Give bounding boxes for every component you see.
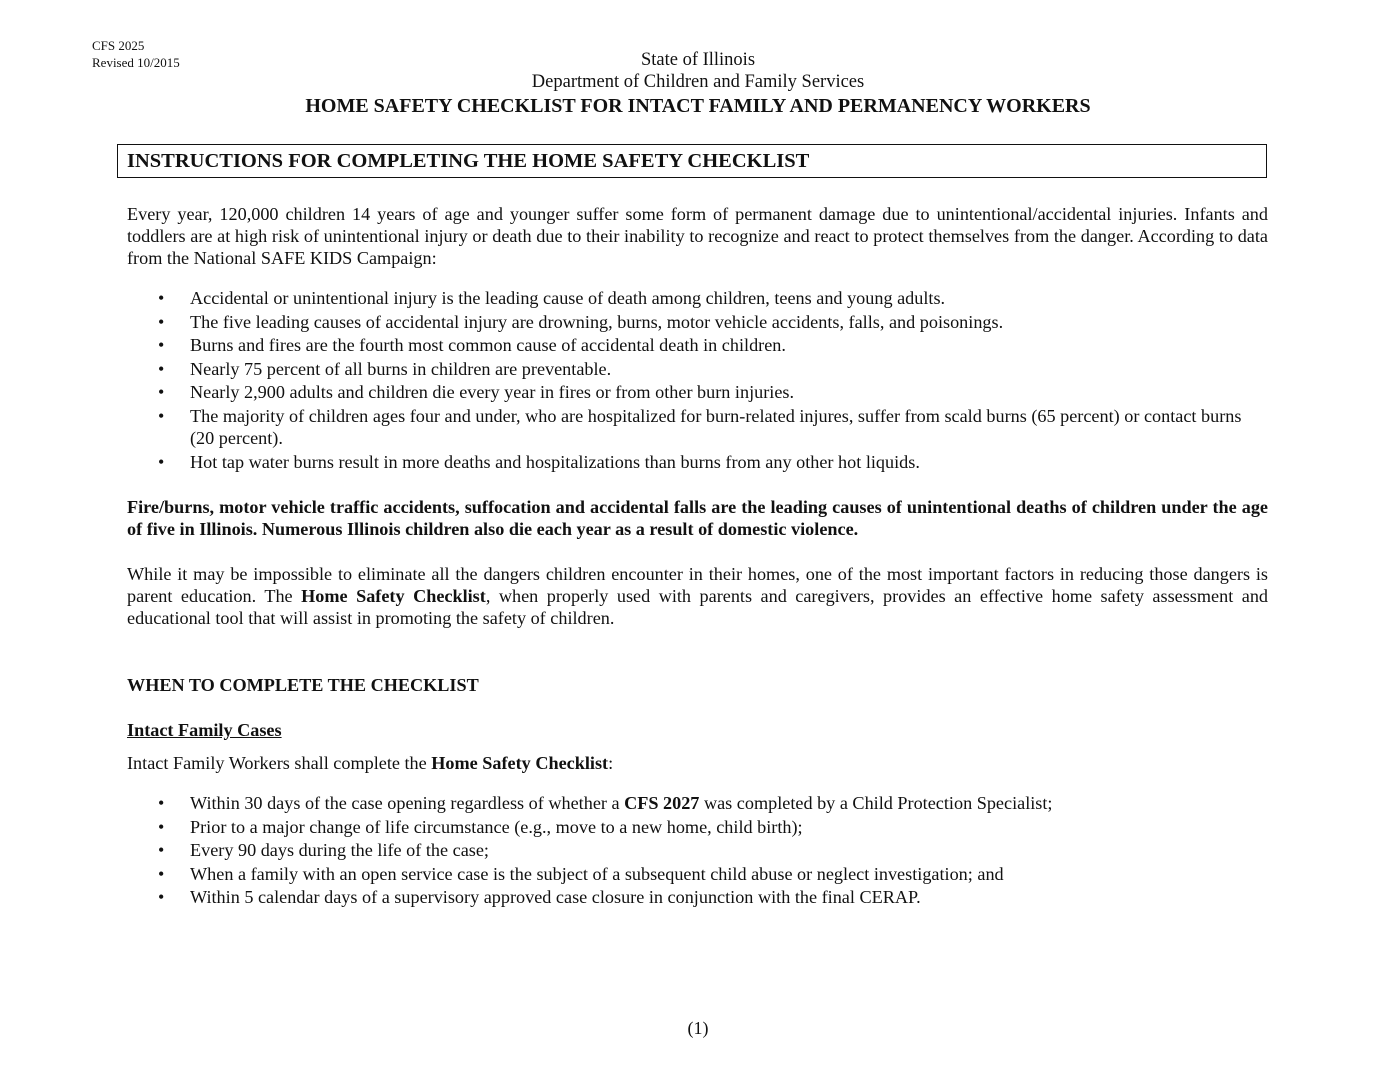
department-name: Department of Children and Family Services <box>531 72 865 92</box>
text: Within 30 days of the case opening regardless of whether a <box>190 793 625 813</box>
instructions-heading: INSTRUCTIONS FOR COMPLETING THE HOME SAFETY CHECKLIST <box>117 144 1267 178</box>
text: Intact Family Workers shall complete the <box>127 753 432 773</box>
list-item: • Nearly 2,900 adults and children die every year in fires or from other burn injuries. <box>127 381 1268 403</box>
checklist-name: Home Safety Checklist <box>301 586 486 606</box>
document-title: HOME SAFETY CHECKLIST FOR INTACT FAMILY AND PERMANENCY WORKERS <box>305 95 1091 117</box>
list-item: • Within 5 calendar days of a supervisory approved case closure in conjunction with the final CERAP. <box>127 886 1268 908</box>
list-item: • Nearly 75 percent of all burns in children are preventable. <box>127 358 1268 380</box>
text: While it may be impossible to eliminate all the dangers children encounter in their homes, one of the most important factors in reducing those dangers is parent education. The <box>127 564 1268 606</box>
bold-statement: Fire/burns, motor vehicle traffic accidents, suffocation and accidental falls are the leading causes of unintentional deaths of children under the age of five in Illinois. Numerous Illinois children also die each year as a result of domestic violence. <box>127 497 1268 539</box>
when-heading: WHEN TO COMPLETE THE CHECKLIST <box>127 675 479 695</box>
when-list <box>127 792 1268 910</box>
education-paragraph <box>127 563 1268 629</box>
list-item: • Every 90 days during the life of the case; <box>127 839 1268 861</box>
list-item: • Burns and fires are the fourth most common cause of accidental death in children. <box>127 334 1268 356</box>
state-name: State of Illinois <box>640 50 756 70</box>
list-item: • Accidental or unintentional injury is the leading cause of death among children, teens and young adults. <box>127 287 1268 309</box>
list-item: • The five leading causes of accidental injury are drowning, burns, motor vehicle accidents, falls, and poisonings. <box>127 311 1268 333</box>
intact-lead <box>127 752 1268 774</box>
text: , when properly used with parents and caregivers, provides an effective home safety assessment and educational tool that will assist in promoting the safety of children. <box>127 586 1269 628</box>
form-number: CFS 2025 <box>92 38 145 53</box>
checklist-name: Home Safety Checklist <box>431 753 609 773</box>
text: was completed by a Child Protection Specialist; <box>699 793 1053 813</box>
facts-list <box>127 287 1268 474</box>
page-number: (1) <box>687 1018 709 1038</box>
intact-family-subheading: Intact Family Cases <box>127 720 282 740</box>
list-item <box>127 792 1268 814</box>
list-item: • The majority of children ages four and under, who are hospitalized for burn-related injures, suffer from scald burns (65 percent) or contact burns (20 percent). <box>127 405 1268 449</box>
list-item: • When a family with an open service case is the subject of a subsequent child abuse or neglect investigation; and <box>127 863 1268 885</box>
form-revised: Revised 10/2015 <box>92 55 180 70</box>
intro-paragraph: Every year, 120,000 children 14 years of age and younger suffer some form of permanent damage due to unintentional/accidental injuries. Infants and toddlers are at high risk of unintentional injury or death due to their inability to recognize and react to protect themselves from the danger. According to data from the National SAFE KIDS Campaign: <box>127 204 1268 268</box>
list-item: • Prior to a major change of life circumstance (e.g., move to a new home, child birth); <box>127 816 1268 838</box>
list-item: • Hot tap water burns result in more deaths and hospitalizations than burns from any other hot liquids. <box>127 451 1268 473</box>
form-reference: CFS 2027 <box>624 793 700 813</box>
text: : <box>608 753 614 773</box>
